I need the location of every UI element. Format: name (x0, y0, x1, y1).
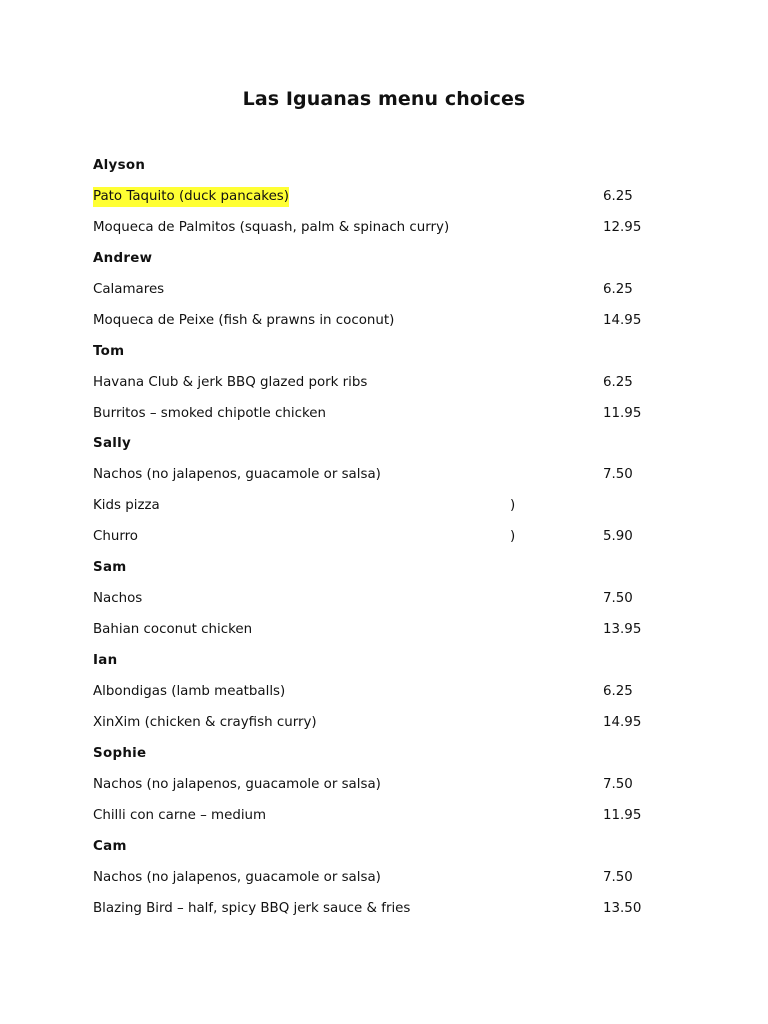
dish-name: Chilli con carne – medium (93, 807, 267, 823)
menu-item-row (93, 682, 653, 713)
menu-item-row (93, 775, 653, 806)
menu-item-row (93, 868, 653, 899)
item-price: 6.25 (603, 188, 633, 204)
person-heading (93, 744, 653, 775)
person-name: Tom (93, 343, 125, 359)
item-price: 13.95 (603, 622, 642, 638)
menu-item-row (93, 465, 653, 496)
item-price: 14.95 (603, 312, 642, 328)
person-heading (93, 558, 653, 589)
dish-name: XinXim (chicken & crayfish curry) (93, 714, 317, 730)
person-name: Sally (93, 436, 132, 452)
menu-item-row (93, 404, 653, 435)
menu-item-row (93, 280, 653, 311)
menu-item-row (93, 218, 653, 249)
menu-item-row (93, 899, 653, 930)
menu-item-row (93, 187, 653, 218)
dish-name: Nachos (no jalapenos, guacamole or salsa) (93, 467, 381, 483)
item-price: 7.50 (603, 869, 633, 885)
menu-item-row (93, 496, 653, 527)
dish-name: Albondigas (lamb meatballs) (93, 683, 286, 699)
grouping-bracket: ) (510, 529, 516, 545)
person-name: Alyson (93, 158, 146, 173)
dish-name: Havana Club & jerk BBQ glazed pork ribs (93, 374, 368, 390)
item-price: 11.95 (603, 405, 642, 421)
dish-name: Blazing Bird – half, spicy BBQ jerk sauce & fries (93, 900, 411, 916)
item-price: 7.50 (603, 591, 633, 607)
person-name: Sam (93, 560, 127, 576)
item-price: 12.95 (603, 219, 642, 235)
person-name: Cam (93, 838, 127, 854)
person-name: Ian (93, 653, 118, 668)
menu-item-row (93, 527, 653, 558)
item-price: 6.25 (603, 281, 633, 297)
person-heading (93, 837, 653, 868)
menu-item-row (93, 311, 653, 342)
person-name: Andrew (93, 250, 153, 266)
dish-name: Calamares (93, 281, 165, 297)
person-heading (93, 249, 653, 280)
item-price: 6.25 (603, 683, 633, 699)
dish-name: Nachos (93, 591, 143, 607)
person-heading (93, 342, 653, 373)
page-title: Las Iguanas menu choices (242, 88, 526, 110)
item-price: 7.50 (603, 467, 633, 483)
dish-name: Pato Taquito (duck pancakes) (93, 187, 289, 207)
order-list (93, 156, 653, 929)
dish-name: Nachos (no jalapenos, guacamole or salsa) (93, 776, 381, 792)
dish-name: Burritos – smoked chipotle chicken (93, 405, 326, 421)
menu-item-row (93, 373, 653, 404)
dish-name: Churro (93, 529, 138, 545)
item-price: 11.95 (603, 807, 642, 823)
menu-item-row (93, 806, 653, 837)
dish-name: Moqueca de Palmitos (squash, palm & spinach curry) (93, 219, 450, 235)
dish-name: Bahian coconut chicken (93, 622, 253, 638)
menu-item-row (93, 620, 653, 651)
dish-name: Moqueca de Peixe (fish & prawns in coconut) (93, 312, 395, 328)
item-price: 7.50 (603, 776, 633, 792)
item-price: 13.50 (603, 900, 642, 916)
dish-name: Nachos (no jalapenos, guacamole or salsa) (93, 869, 381, 885)
item-price: 6.25 (603, 374, 633, 390)
menu-item-row (93, 713, 653, 744)
person-name: Sophie (93, 745, 147, 761)
person-heading (93, 434, 653, 465)
menu-item-row (93, 589, 653, 620)
person-heading (93, 156, 653, 187)
item-price: 5.90 (603, 529, 633, 545)
person-heading (93, 651, 653, 682)
item-price: 14.95 (603, 714, 642, 730)
grouping-bracket: ) (510, 498, 516, 514)
dish-name: Kids pizza (93, 498, 160, 514)
